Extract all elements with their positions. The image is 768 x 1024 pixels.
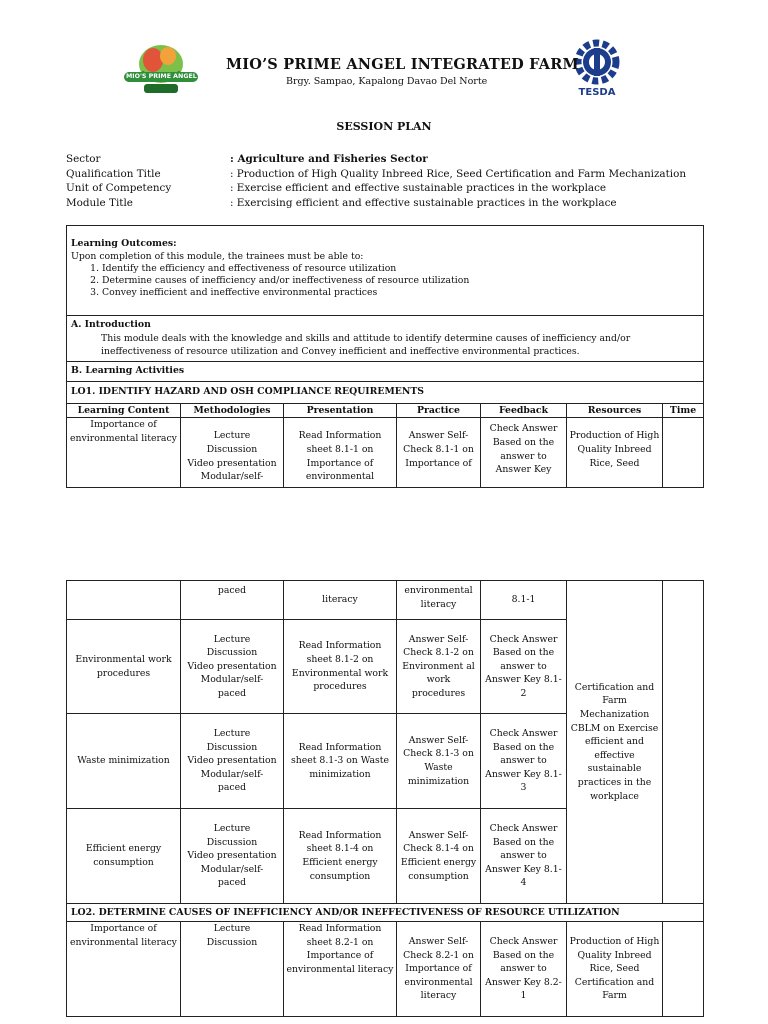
cell-content: Environmental work procedures	[67, 620, 181, 714]
cell-practice: environmental literacy	[397, 581, 481, 620]
cell-content: Waste minimization	[67, 714, 181, 809]
learning-outcomes-heading: Learning Outcomes:	[71, 238, 177, 249]
meta-value: : Agriculture and Fisheries Sector	[230, 153, 428, 165]
lo2-row	[67, 904, 704, 922]
column-header: Time	[663, 403, 704, 418]
cell-presentation: Read Information sheet 8.1-2 on Environmental work procedures	[284, 620, 397, 714]
cell-time	[663, 922, 704, 1017]
introduction-section	[67, 316, 704, 362]
session-plan-table-continued	[66, 580, 704, 1017]
meta-value: : Production of High Quality Inbreed Rice, Seed Certification and Farm Mechanization	[230, 167, 687, 180]
cell-feedback: 8.1-1	[481, 581, 567, 620]
meta-label: Module Title	[66, 196, 133, 209]
farm-logo	[120, 42, 219, 98]
farm-name: MIO’S PRIME ANGEL INTEGRATED FARM	[226, 56, 579, 73]
table-row	[67, 418, 704, 488]
table-row	[67, 922, 704, 1017]
cell-presentation: Read Information sheet 8.1-4 on Efficient energy consumption	[284, 809, 397, 904]
cell-feedback: Check Answer Based on the answer to Answer Key 8.1-4	[481, 809, 567, 904]
cell-time	[663, 418, 704, 488]
session-plan-table	[66, 225, 704, 488]
cell-presentation: Read Information sheet 8.2-1 on Importance of environmental literacy	[284, 922, 397, 1017]
column-header: Practice	[397, 403, 481, 418]
cell-resources: Certification and Farm Mechanization CBLM on Exercise efficient and effective sustainable practices in the workplace	[567, 581, 663, 904]
cell-feedback: Check Answer Based on the answer to Answer Key	[481, 418, 567, 488]
cell-feedback: Check Answer Based on the answer to Answer Key 8.1-3	[481, 714, 567, 809]
cell-practice: Answer Self-Check 8.1-1 on Importance of	[397, 418, 481, 488]
cell-feedback: Check Answer Based on the answer to Answer Key 8.2-1	[481, 922, 567, 1017]
cell-presentation: literacy	[284, 581, 397, 620]
meta-label: Unit of Competency	[66, 182, 172, 194]
column-header: Learning Content	[67, 403, 181, 418]
farm-logo-text: MIO'S PRIME ANGEL FARM	[126, 73, 219, 80]
list-item: 3. Convey inefficient and ineffective environmental practices	[102, 287, 699, 299]
column-header: Presentation	[284, 403, 397, 418]
meta-value: : Exercising efficient and effective sustainable practices in the workplace	[230, 196, 617, 209]
cell-content: Importance of environmental literacy	[67, 922, 181, 1017]
lo1-heading: LO1. IDENTIFY HAZARD AND OSH COMPLIANCE REQUIREMENTS	[67, 381, 704, 403]
cell-resources: Production of High Quality Inbreed Rice, Seed	[567, 418, 663, 488]
column-header-row	[67, 403, 704, 418]
meta-row	[66, 152, 686, 167]
cell-content: Efficient energy consumption	[67, 809, 181, 904]
cell-resources: Production of High Quality Inbreed Rice, Seed Certification and Farm	[567, 922, 663, 1017]
meta-value: : Exercise efficient and effective sustainable practices in the workplace	[230, 182, 607, 194]
cell-presentation: Read Information sheet 8.1-1 on Importance of environmental	[284, 418, 397, 488]
meta-row	[66, 196, 686, 211]
cell-method: Lecture Discussion Video presentation Modular/self- paced	[181, 809, 284, 904]
learning-outcomes-section	[67, 226, 704, 316]
meta-row	[66, 181, 686, 196]
tesda-label: TESDA	[578, 87, 616, 98]
meta-label: Sector	[66, 153, 101, 165]
cell-practice: Answer Self-Check 8.1-3 on Waste minimization	[397, 714, 481, 809]
farm-address: Brgy. Sampao, Kapalong Davao Del Norte	[286, 76, 488, 87]
cell-content: Importance of environmental literacy	[67, 418, 181, 488]
column-header: Resources	[567, 403, 663, 418]
cell-time	[663, 581, 704, 904]
module-meta	[66, 152, 686, 210]
introduction-text: This module deals with the knowledge and skills and attitude to identify determine causes of inefficiency and/or ineffectiveness of resource utilization and Convey inefficient and ineffective environmental practices.	[101, 332, 631, 358]
cell-feedback: Check Answer Based on the answer to Answer Key 8.1-2	[481, 620, 567, 714]
cell-method: Lecture Discussion Video presentation Modular/self- paced	[181, 620, 284, 714]
learning-outcomes-list	[71, 263, 699, 300]
cell-content	[67, 581, 181, 620]
cell-practice: Answer Self-Check 8.2-1 on Importance of environmental literacy	[397, 922, 481, 1017]
introduction-heading: A. Introduction	[71, 319, 151, 330]
cell-method: Lecture Discussion Video presentation Modular/self-	[181, 418, 284, 488]
cell-practice: Answer Self-Check 8.1-2 on Environment al work procedures	[397, 620, 481, 714]
cell-method: Lecture Discussion Video presentation Modular/self- paced	[181, 714, 284, 809]
cell-practice: Answer Self-Check 8.1-4 on Efficient energy consumption	[397, 809, 481, 904]
column-header: Methodologies	[181, 403, 284, 418]
list-item: 1. Identify the efficiency and effectiveness of resource utilization	[102, 263, 699, 275]
learning-activities-row	[67, 361, 704, 381]
meta-label: Qualification Title	[66, 167, 161, 180]
learning-activities-heading: B. Learning Activities	[67, 361, 704, 381]
cell-presentation: Read Information sheet 8.1-3 on Waste minimization	[284, 714, 397, 809]
column-header: Feedback	[481, 403, 567, 418]
learning-outcomes-intro: Upon completion of this module, the trainees must be able to:	[71, 250, 364, 262]
lo1-row	[67, 381, 704, 403]
lo2-heading: LO2. DETERMINE CAUSES OF INEFFICIENCY AND/OR INEFFECTIVENESS OF RESOURCE UTILIZATION	[67, 904, 704, 922]
cell-method: paced	[181, 581, 284, 620]
cell-method: Lecture Discussion	[181, 922, 284, 1017]
meta-row	[66, 167, 686, 182]
table-row	[67, 581, 704, 620]
list-item: 2. Determine causes of inefficiency and/or ineffectiveness of resource utilization	[102, 275, 699, 287]
document-title: SESSION PLAN	[336, 120, 432, 133]
